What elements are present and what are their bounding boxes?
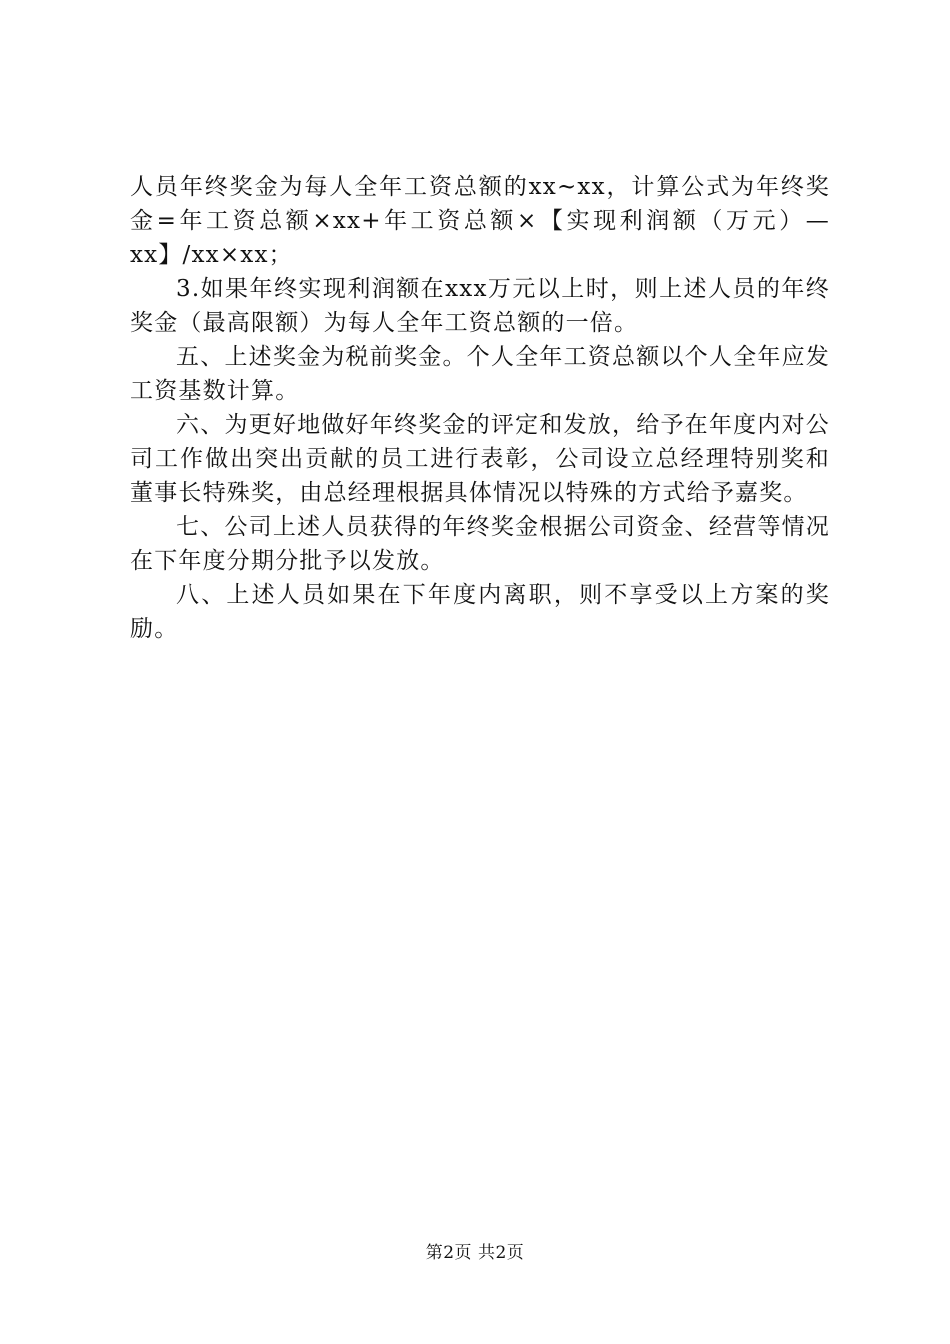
page-number-label: 第2页 共2页 (425, 1243, 525, 1263)
paragraph-section-5: 五、上述奖金为税前奖金。个人全年工资总额以个人全年应发工资基数计算。 (130, 344, 830, 404)
paragraph-bonus-formula: 人员年终奖金为每人全年工资总额的xx~xx，计算公式为年终奖金=年工资总额×xx+年工资总额×【实现利润额（万元）—xx】/xx×xx； (130, 174, 830, 268)
paragraph-section-8: 八、上述人员如果在下年度内离职，则不享受以上方案的奖励。 (130, 582, 830, 642)
paragraph-item-3: 3.如果年终实现利润额在xxx万元以上时，则上述人员的年终奖金（最高限额）为每人全年工资总额的一倍。 (130, 276, 830, 336)
paragraph-section-6: 六、为更好地做好年终奖金的评定和发放，给予在年度内对公司工作做出突出贡献的员工进行表彰，公司设立总经理特别奖和董事长特殊奖，由总经理根据具体情况以特殊的方式给予嘉奖。 (130, 412, 830, 506)
document-body (130, 170, 830, 646)
paragraph-section-7: 七、公司上述人员获得的年终奖金根据公司资金、经营等情况在下年度分期分批予以发放。 (130, 514, 830, 574)
page-footer (0, 1241, 950, 1265)
